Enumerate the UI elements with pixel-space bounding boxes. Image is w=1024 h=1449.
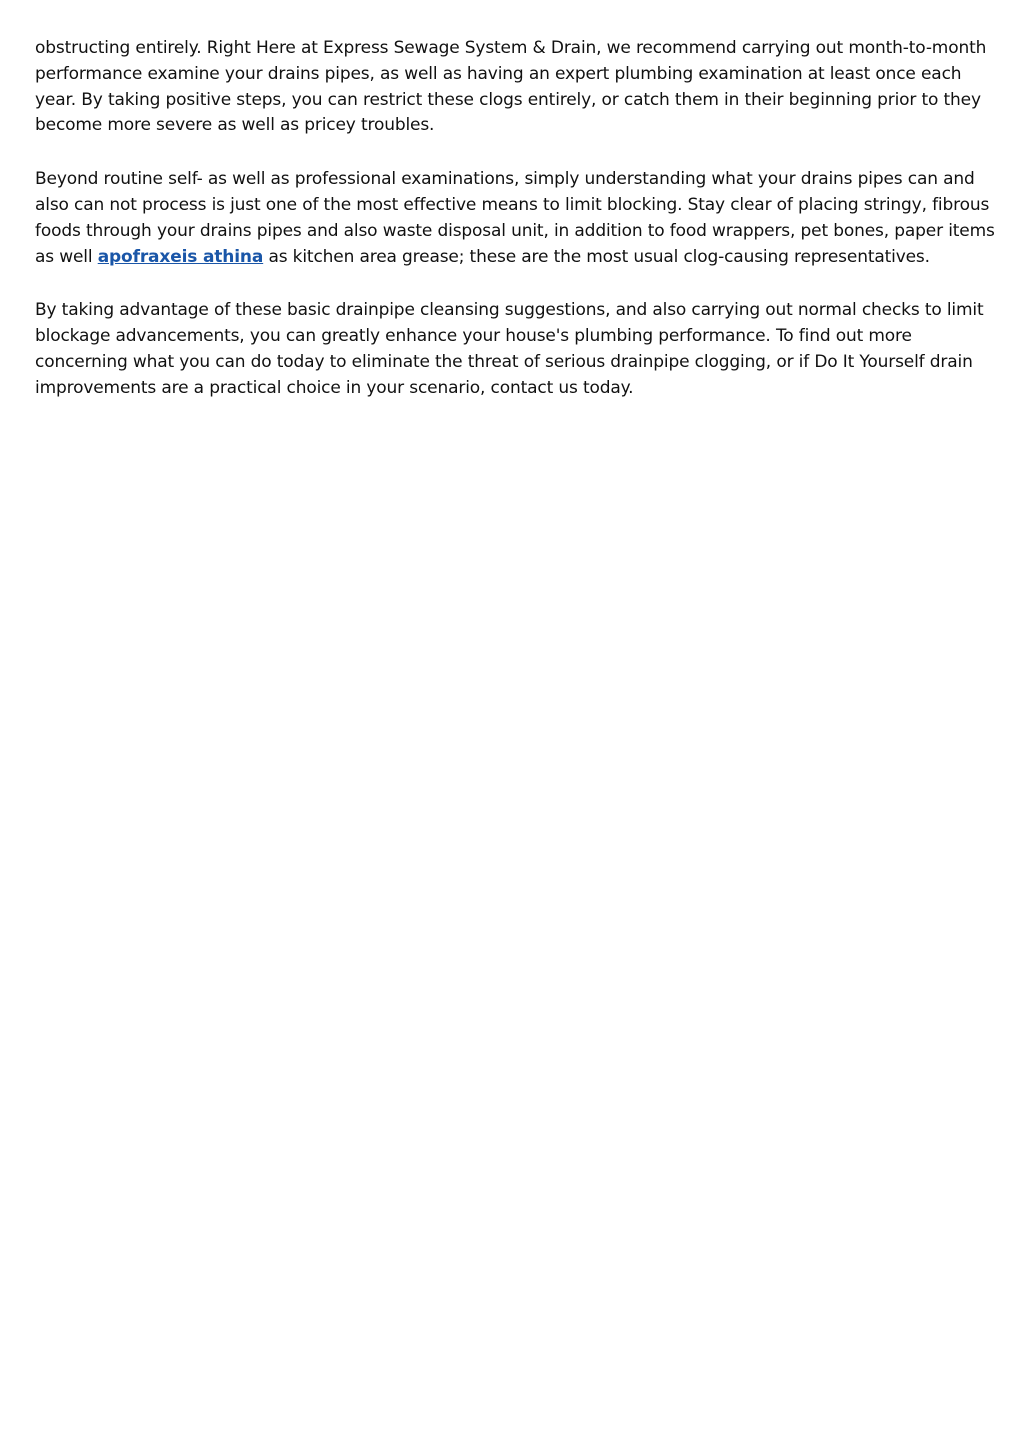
paragraph-3-text: By taking advantage of these basic drainpipe cleansing suggestions, and also carrying out normal checks to limit blockage advancements, you can greatly enhance your house's plumbing performance. To find out more concerning what you can do today to eliminate the threat of serious drainpipe clogging, or if Do It Yourself drain improvements are a practical choice in your scenario, contact us today. — [35, 300, 984, 398]
paragraph-2 — [35, 167, 995, 270]
paragraph-1-text: obstructing entirely. Right Here at Express Sewage System & Drain, we recommend carrying out month-to-month performance examine your drains pipes, as well as having an expert plumbing examination at least once each year. By taking positive steps, you can restrict these clogs entirely, or catch them in their beginning prior to they become more severe as well as pricey troubles. — [35, 38, 987, 136]
paragraph-2-text-after-link: as kitchen area grease; these are the most usual clog-causing representatives. — [263, 246, 930, 267]
document-body — [35, 36, 995, 430]
paragraph-2-text-before-link: Beyond routine self- as well as professional examinations, simply understanding what your drains pipes can and also can not process is just one of the most effective means to limit blocking. Stay clear of placing stringy, fibrous foods through your drains pipes and also waste disposal unit, in addition to food wrappers, pet bones, paper items as well — [35, 169, 995, 267]
paragraph-1 — [35, 36, 995, 139]
apofraxeis-athina-link[interactable]: apofraxeis athina — [97, 246, 264, 267]
paragraph-3 — [35, 298, 995, 401]
